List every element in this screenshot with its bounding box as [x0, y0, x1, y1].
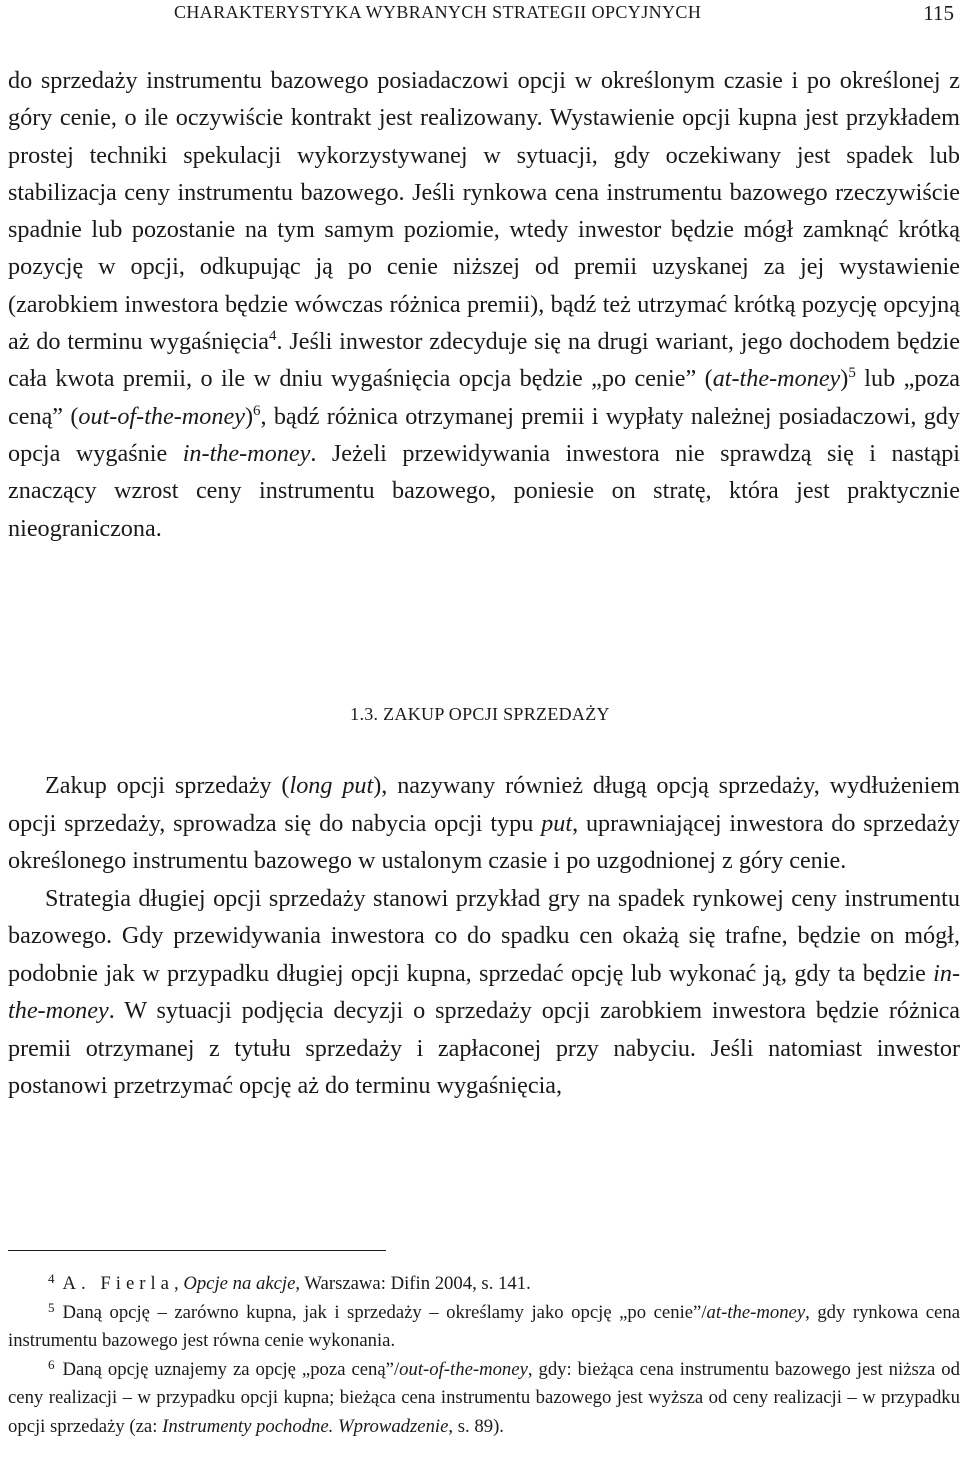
text-run: , bądź różnica otrzymanej premii i wypłaty należnej posiadaczowi, gdy opcja wygaśnie: [8, 402, 960, 467]
text-run: ), nazywany również długą opcją sprzedaży, wydłużeniem opcji sprzedaży, sprowadza się do nabycia opcji typu: [8, 772, 960, 837]
page-header: [0, 0, 960, 36]
text-run: , s. 89).: [448, 1415, 504, 1437]
text-run: , gdy: bieżąca cena instrumentu bazowego jest niższa od ceny realizacji – w przypadku opcji kupna; bieżąca cena instrumentu bazowego jest wyższa od ceny realizacji – w przypadku opcji sprzedaży (za:: [8, 1358, 960, 1437]
page-number: 115: [923, 1, 954, 25]
paragraph-2: [8, 767, 960, 880]
footnote-marker: 4: [48, 1271, 55, 1287]
term-out-of-the-money: out-of-the-money: [78, 402, 245, 430]
text-run: . Jeśli inwestor zdecyduje się na drugi wariant, jego dochodem będzie cała kwota premii, o ile w dniu wygaśnięcia opcja będzie „po cenie” (: [8, 328, 960, 393]
term-put: put: [541, 809, 573, 837]
text-run: ): [244, 402, 253, 430]
term-at-the-money: at-the-money: [712, 365, 841, 393]
paragraph-1: [8, 62, 960, 547]
footnote-ref-5[interactable]: 5: [848, 365, 856, 382]
paragraph-continued: [8, 62, 960, 547]
footnote-5: [8, 1299, 960, 1356]
text-run: lub „poza ceną” (: [8, 365, 960, 430]
text-run: . Jeżeli przewidywania inwestora nie sprawdzą się i nastąpi znaczący wzrost ceny instrumentu bazowego, poniesie on stratę, która jest praktycznie nieograniczona.: [8, 439, 960, 542]
footnote-author: A. Fierla: [62, 1273, 174, 1294]
footnote-6: [8, 1356, 960, 1442]
section-body: [8, 767, 960, 1105]
footnote-ref-6[interactable]: 6: [253, 402, 261, 419]
term-in-the-money: in-the-money: [8, 959, 960, 1024]
text-run: Zakup opcji sprzedaży (: [45, 772, 290, 799]
text-run: . W sytuacji podjęcia decyzji o sprzedaży opcji zarobkiem inwestora będzie różnica premii otrzymanej z tytułu sprzedaży i zapłaconej przy nabyciu. Jeśli natomiast inwestor postanowi przetrzymać opcję aż do terminu wygaśnięcia,: [8, 997, 960, 1099]
text-run: , gdy rynkowa cena instrumentu bazowego jest równa cenie wykonania.: [8, 1301, 960, 1351]
term-out-of-the-money: out-of-the-money: [399, 1358, 528, 1380]
paragraph-3: [8, 880, 960, 1105]
text-run: , Warszawa: Difin 2004, s. 141.: [295, 1273, 531, 1294]
footnote-title: Instrumenty pochodne. Wprowadzenie: [162, 1415, 449, 1437]
section-heading: 1.3. ZAKUP OPCJI SPRZEDAŻY: [350, 704, 610, 724]
footnote-divider: [8, 1250, 386, 1251]
text-run: ,: [173, 1273, 184, 1294]
footnote-4: [8, 1270, 960, 1299]
footnote-marker: 6: [48, 1356, 55, 1372]
term-at-the-money: at-the-money: [706, 1301, 806, 1323]
text-run: , uprawniającej inwestora do sprzedaży określonego instrumentu bazowego w ustalonym czasie i po uzgodnionej z góry cenie.: [8, 809, 960, 874]
text-run: Strategia długiej opcji sprzedaży stanowi przykład gry na spadek rynkowej ceny instrumentu bazowego. Gdy przewidywania inwestora co do spadku cen okażą się trafne, będzie on mógł, podobnie jak w przypadku długiej opcji kupna, sprzedać opcję lub wykonać ją, gdy ta będzie: [8, 884, 960, 987]
term-in-the-money: in-the-money: [182, 439, 311, 467]
text-run: Daną opcję uznajemy za opcję „poza ceną”/: [62, 1358, 400, 1380]
text-run: ): [840, 365, 849, 393]
text-run: do sprzedaży instrumentu bazowego posiadaczowi opcji w określonym czasie i po określonej z góry cenie, o ile oczywiście kontrakt jest realizowany. Wystawienie opcji kupna jest przykładem prostej techniki spekulacji wykorzystywanej w sytuacji, gdy oczekiwany jest spadek lub stabilizacja ceny instrumentu bazowego. Jeśli rynkowa cena instrumentu bazowego rzeczywiście spadnie lub pozostanie na tym samym poziomie, wtedy inwestor będzie mógł zamknąć krótką pozycję w opcji, odkupując ją po cenie niższej od premii uzyskanej za jej wystawienie (zarobkiem inwestora będzie wówczas różnica premii), bądź też utrzymać krótką pozycję opcyjną aż do terminu wygaśnięcia: [8, 67, 960, 356]
text-run: Daną opcję – zarówno kupna, jak i sprzedaży – określamy jako opcję „po cenie”/: [62, 1301, 707, 1323]
footnote-marker: 5: [48, 1299, 55, 1315]
term-long-put: long put: [289, 772, 374, 799]
footnote-title: Opcje na akcje: [183, 1273, 296, 1294]
footnotes: [8, 1270, 960, 1441]
running-title: CHARAKTERYSTYKA WYBRANYCH STRATEGII OPCYJNYCH: [174, 2, 702, 22]
footnote-ref-4[interactable]: 4: [268, 328, 277, 345]
